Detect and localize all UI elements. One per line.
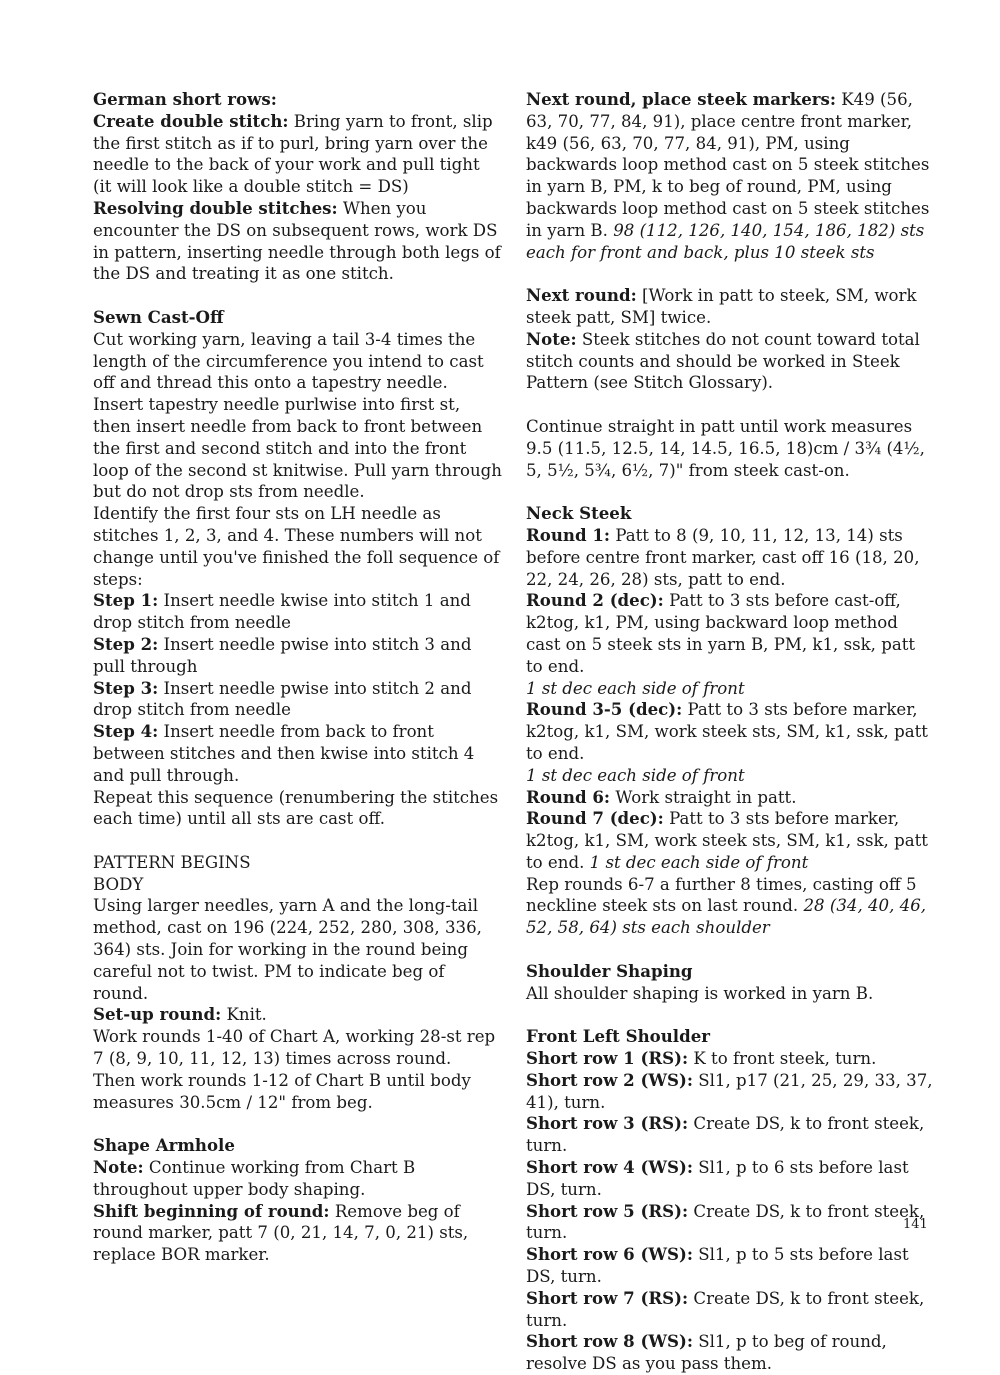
short-row-label: Short row 6 (WS): — [526, 1244, 693, 1265]
short-row-label: Short row 8 (WS): — [526, 1331, 693, 1352]
short-row-1 — [526, 1048, 936, 1070]
sewn-cast-off-heading: Sewn Cast-Off — [93, 306, 224, 327]
resolving-double-stitches-label: Resolving double stitches: — [93, 197, 338, 218]
short-row-4 — [526, 1157, 936, 1201]
short-row-8 — [526, 1331, 936, 1375]
short-row-label: Short row 4 (WS): — [526, 1157, 693, 1178]
cast-off-step-4 — [93, 721, 503, 786]
round-7-decrease-note: 1 st dec each side of front — [589, 852, 809, 872]
armhole-note-paragraph — [93, 1157, 503, 1201]
next-round-text: [Work in patt to steek, SM, work steek patt, SM] twice. — [526, 286, 917, 327]
create-double-stitch-text: Bring yarn to front, slip the first stitch as if to purl, bring yarn over the needle to the back of your work and pull tight (it will look like a double stitch = DS) — [93, 111, 493, 197]
steek-note-paragraph — [526, 329, 936, 394]
shift-beginning-text: Remove beg of round marker, patt 7 (0, 21, 14, 7, 0, 21) sts, replace BOR marker. — [93, 1201, 469, 1265]
next-round-paragraph — [526, 285, 936, 329]
note-text: Steek stitches do not count toward total stitch counts and should be worked in Steek Pattern (see Stitch Glossary). — [526, 329, 920, 393]
setup-round-label: Set-up round: — [93, 1004, 222, 1025]
round-text: Patt to 8 (9, 10, 11, 12, 13, 14) sts before centre front marker, cast off 16 (18, 20, 22, 24, 26, 28) sts, patt to end. — [526, 525, 920, 589]
note-text: Continue working from Chart B throughout upper body shaping. — [93, 1158, 416, 1199]
shift-beginning-label: Shift beginning of round: — [93, 1200, 330, 1221]
round-7-paragraph — [526, 808, 936, 873]
left-column — [93, 89, 503, 1266]
round-6-paragraph — [526, 787, 936, 809]
resolving-double-stitches-text: When you encounter the DS on subsequent rows, work DS in pattern, inserting needle through both legs of the DS and treating it as one stitch. — [93, 198, 501, 284]
round-3-5-paragraph — [526, 699, 936, 764]
repeat-rounds-text: Rep rounds 6-7 a further 8 times, casting off 5 neckline steek sts on last round. — [526, 874, 917, 916]
step-label: Step 4: — [93, 721, 159, 742]
short-row-text: Sl1, p17 (21, 25, 29, 33, 37, 41), turn. — [526, 1070, 933, 1112]
step-text: Insert needle pwise into stitch 2 and drop stitch from needle — [93, 678, 472, 720]
short-row-label: Short row 7 (RS): — [526, 1287, 689, 1308]
round-1-paragraph — [526, 525, 936, 590]
steek-markers-text: K49 (56, 63, 70, 77, 84, 91), place centre front marker, k49 (56, 63, 70, 77, 84, 91), PM, using backwards loop method cast on 5 steek stitches in yarn B, PM, k to beg of round, PM, using backwards loop method cast on 5 steek stitches in yarn B. — [526, 90, 930, 240]
right-column — [526, 89, 936, 1375]
short-row-label: Short row 3 (RS): — [526, 1113, 689, 1134]
note-label: Note: — [93, 1157, 144, 1178]
body-heading: BODY — [93, 874, 144, 894]
create-double-stitch-paragraph — [93, 111, 503, 198]
neck-steek-heading: Neck Steek — [526, 503, 632, 524]
round-label: Round 3-5 (dec): — [526, 699, 683, 720]
short-row-text: Create DS, k to front steek, turn. — [526, 1288, 925, 1330]
step-label: Step 2: — [93, 633, 159, 654]
steek-markers-paragraph — [526, 89, 936, 263]
sewn-cast-off-para2: Identify the first four sts on LH needle as stitches 1, 2, 3, and 4. These numbers will not change until you've finished the foll sequence of steps: — [93, 504, 500, 589]
steek-markers-label: Next round, place steek markers: — [526, 89, 836, 109]
continue-straight-paragraph: Continue straight in patt until work measures 9.5 (11.5, 12.5, 14, 14.5, 16.5, 18)cm / 3¾ (4½, 5, 5½, 5¾, 6½, 7)" from steek cast-on. — [526, 416, 925, 480]
shoulder-stitch-count: 28 (34, 40, 46, 52, 58, 64) sts each shoulder — [526, 896, 927, 938]
shoulder-shaping-heading: Shoulder Shaping — [526, 960, 693, 981]
short-row-5 — [526, 1201, 936, 1245]
create-double-stitch-label: Create double stitch: — [93, 110, 289, 131]
round-2-decrease-note: 1 st dec each side of front — [526, 678, 745, 698]
repeat-rounds-paragraph — [526, 874, 936, 939]
step-text: Insert needle from back to front between stitches and then kwise into stitch 4 and pull through. — [93, 722, 475, 785]
round-text: Patt to 3 sts before marker, k2tog, k1, SM, work steek sts, SM, k1, ssk, patt to end. — [526, 700, 928, 763]
page-number: 141 — [903, 1217, 928, 1232]
german-short-rows-heading: German short rows: — [93, 89, 277, 109]
short-row-text: K to front steek, turn. — [693, 1049, 877, 1069]
steek-markers-stitch-count: 98 (112, 126, 140, 154, 186, 182) sts each for front and back, plus 10 steek sts — [526, 220, 925, 262]
short-row-7 — [526, 1288, 936, 1332]
shoulder-shaping-text: All shoulder shaping is worked in yarn B. — [526, 983, 874, 1003]
next-round-label: Next round: — [526, 285, 637, 306]
step-label: Step 1: — [93, 590, 159, 611]
round-label: Round 7 (dec): — [526, 808, 664, 829]
short-row-text: Create DS, k to front steek, turn. — [526, 1201, 925, 1243]
short-row-label: Short row 5 (RS): — [526, 1200, 689, 1221]
setup-round-text: Knit. — [226, 1005, 267, 1025]
short-row-text: Sl1, p to beg of round, resolve DS as you pass them. — [526, 1332, 887, 1374]
round-text: Patt to 3 sts before marker, k2tog, k1, SM, work steek sts, SM, k1, ssk, patt to end. — [526, 809, 928, 872]
pattern-begins-heading: PATTERN BEGINS — [93, 852, 251, 872]
note-label: Note: — [526, 328, 577, 349]
setup-round-paragraph — [93, 1004, 503, 1026]
shape-armhole-heading: Shape Armhole — [93, 1135, 235, 1156]
short-row-label: Short row 1 (RS): — [526, 1048, 689, 1069]
round-label: Round 2 (dec): — [526, 590, 664, 611]
step-text: Insert needle pwise into stitch 3 and pull through — [93, 634, 472, 676]
short-row-2 — [526, 1070, 936, 1114]
body-cast-on-paragraph: Using larger needles, yarn A and the long-tail method, cast on 196 (224, 252, 280, 308, 336, 364) sts. Join for working in the round being careful not to twist. PM to indicate beg of round. — [93, 896, 482, 1003]
resolving-double-stitches-paragraph — [93, 198, 503, 285]
sewn-cast-off-para1: Cut working yarn, leaving a tail 3-4 times the length of the circumference you intend to cast off and thread this onto a tapestry needle. Insert tapestry needle purlwise into first st, then insert needle from back to front between the first and second stitch and into the front loop of the second st knitwise. Pull yarn through but do not drop sts from needle. — [93, 329, 502, 502]
short-row-label: Short row 2 (WS): — [526, 1069, 693, 1090]
chart-b-paragraph: Then work rounds 1-12 of Chart B until body measures 30.5cm / 12" from beg. — [93, 1070, 471, 1112]
shift-beginning-paragraph — [93, 1201, 503, 1266]
round-label: Round 1: — [526, 524, 611, 545]
short-row-text: Sl1, p to 6 sts before last DS, turn. — [526, 1158, 909, 1199]
cast-off-step-3 — [93, 678, 503, 722]
chart-a-paragraph: Work rounds 1-40 of Chart A, working 28-st rep 7 (8, 9, 10, 11, 12, 13) times across round. — [93, 1027, 496, 1069]
round-text: Patt to 3 sts before cast-off, k2tog, k1, PM, using backward loop method cast on 5 steek sts in yarn B, PM, k1, ssk, patt to end. — [526, 591, 916, 676]
cast-off-repeat: Repeat this sequence (renumbering the stitches each time) until all sts are cast off. — [93, 787, 499, 829]
front-left-shoulder-heading: Front Left Shoulder — [526, 1026, 710, 1047]
cast-off-step-1 — [93, 590, 503, 634]
round-text: Work straight in patt. — [615, 787, 797, 807]
short-row-text: Sl1, p to 5 sts before last DS, turn. — [526, 1245, 909, 1287]
round-2-paragraph — [526, 590, 936, 677]
short-row-6 — [526, 1244, 936, 1288]
short-row-3 — [526, 1113, 936, 1157]
round-label: Round 6: — [526, 786, 611, 807]
cast-off-step-2 — [93, 634, 503, 678]
round-3-5-decrease-note: 1 st dec each side of front — [526, 765, 745, 785]
short-row-text: Create DS, k to front steek, turn. — [526, 1114, 925, 1156]
step-label: Step 3: — [93, 677, 159, 698]
step-text: Insert needle kwise into stitch 1 and drop stitch from needle — [93, 591, 471, 633]
